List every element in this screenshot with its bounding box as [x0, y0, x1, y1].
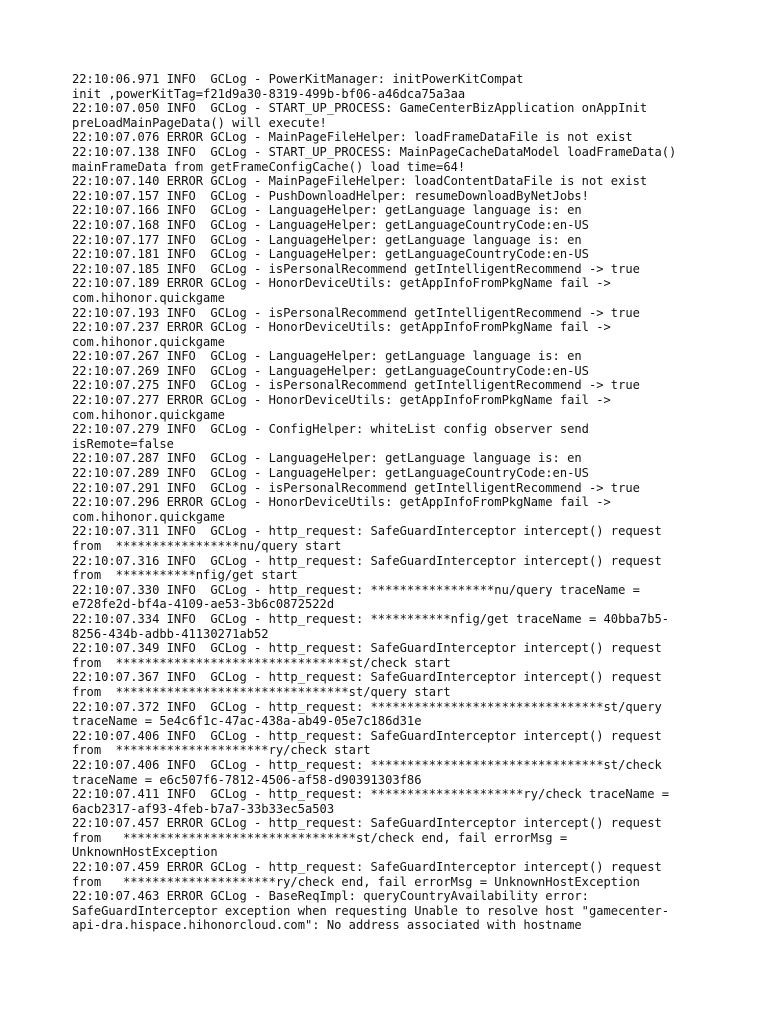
log-line: e728fe2d-bf4a-4109-ae53-3b6c0872522d [72, 597, 335, 612]
log-line: traceName = e6c507f6-7812-4506-af58-d90391303f86 [72, 772, 422, 787]
log-line: UnknownHostException [72, 845, 218, 860]
log-line: 22:10:07.193 INFO GCLog - isPersonalRecommend getIntelligentRecommend -> true [72, 305, 640, 320]
log-line: 22:10:07.372 INFO GCLog - http_request: ********************************st/query [72, 699, 662, 714]
log-line: 22:10:07.157 INFO GCLog - PushDownloadHelper: resumeDownloadByNetJobs! [72, 188, 589, 203]
log-line: 22:10:07.185 INFO GCLog - isPersonalRecommend getIntelligentRecommend -> true [72, 261, 640, 276]
log-line: 22:10:07.367 INFO GCLog - http_request: SafeGuardInterceptor intercept() request [72, 670, 662, 685]
log-line: 22:10:07.277 ERROR GCLog - HonorDeviceUtils: getAppInfoFromPkgName fail -> [72, 393, 611, 408]
log-line: 22:10:07.463 ERROR GCLog - BaseReqImpl: queryCountryAvailability error: [72, 889, 589, 904]
log-line: from ********************************st/query start [72, 684, 451, 699]
log-line: 22:10:07.168 INFO GCLog - LanguageHelper: getLanguageCountryCode:en-US [72, 217, 589, 232]
log-line: com.hihonor.quickgame [72, 334, 225, 349]
log-line: 22:10:07.267 INFO GCLog - LanguageHelper: getLanguage language is: en [72, 349, 582, 364]
log-line: api-dra.hispace.hihonorcloud.com": No address associated with hostname [72, 918, 582, 933]
log-line: preLoadMainPageData() will execute! [72, 115, 327, 130]
log-line: 22:10:07.459 ERROR GCLog - http_request: SafeGuardInterceptor intercept() request [72, 860, 662, 875]
log-line: 22:10:07.411 INFO GCLog - http_request: *********************ry/check traceName = [72, 787, 670, 802]
log-line: 22:10:07.287 INFO GCLog - LanguageHelper: getLanguage language is: en [72, 451, 582, 466]
log-line: 22:10:07.076 ERROR GCLog - MainPageFileHelper: loadFrameDataFile is not exist [72, 130, 633, 145]
log-line: com.hihonor.quickgame [72, 509, 225, 524]
log-line: 22:10:07.349 INFO GCLog - http_request: SafeGuardInterceptor intercept() request [72, 641, 662, 656]
log-line: 22:10:07.166 INFO GCLog - LanguageHelper: getLanguage language is: en [72, 203, 582, 218]
log-line: 22:10:07.140 ERROR GCLog - MainPageFileHelper: loadContentDataFile is not exist [72, 174, 648, 189]
log-line: from ********************************st/check start [72, 655, 451, 670]
log-line: 22:10:07.275 INFO GCLog - isPersonalRecommend getIntelligentRecommend -> true [72, 378, 640, 393]
log-line: 22:10:07.311 INFO GCLog - http_request: SafeGuardInterceptor intercept() request [72, 524, 662, 539]
log-line: 22:10:07.189 ERROR GCLog - HonorDeviceUtils: getAppInfoFromPkgName fail -> [72, 276, 611, 291]
log-line: traceName = 5e4c6f1c-47ac-438a-ab49-05e7c186d31e [72, 714, 422, 729]
log-line: 22:10:07.296 ERROR GCLog - HonorDeviceUtils: getAppInfoFromPkgName fail -> [72, 495, 611, 510]
log-line: from *****************nu/query start [72, 539, 342, 553]
log-line: 22:10:07.316 INFO GCLog - http_request: SafeGuardInterceptor intercept() request [72, 553, 662, 568]
log-line: 22:10:07.177 INFO GCLog - LanguageHelper: getLanguage language is: en [72, 232, 582, 247]
log-line: 22:10:07.138 INFO GCLog - START_UP_PROCESS: MainPageCacheDataModel loadFrameData() [72, 144, 677, 159]
log-line: mainFrameData from getFrameConfigCache() load time=64! [72, 159, 466, 174]
log-line: 6acb2317-af93-4feb-b7a7-33b33ec5a503 [72, 801, 335, 816]
log-line: 22:10:07.269 INFO GCLog - LanguageHelper: getLanguageCountryCode:en-US [72, 363, 589, 378]
log-line: 8256-434b-adbb-41130271ab52 [72, 626, 269, 641]
log-line: 22:10:07.279 INFO GCLog - ConfigHelper: whiteList config observer send [72, 422, 589, 437]
log-line: 22:10:07.237 ERROR GCLog - HonorDeviceUtils: getAppInfoFromPkgName fail -> [72, 320, 611, 335]
log-line: from *********************ry/check end, fail errorMsg = UnknownHostException [72, 874, 640, 889]
log-line: 22:10:07.289 INFO GCLog - LanguageHelper: getLanguageCountryCode:en-US [72, 466, 589, 481]
log-line: 22:10:07.457 ERROR GCLog - http_request: SafeGuardInterceptor intercept() request [72, 816, 662, 831]
log-line: isRemote=false [72, 436, 174, 451]
log-line: from *********************ry/check start [72, 743, 371, 758]
log-line: 22:10:07.330 INFO GCLog - http_request: *****************nu/query traceName = [72, 582, 640, 597]
log-line: 22:10:07.406 INFO GCLog - http_request: ********************************st/check [72, 757, 662, 772]
log-line: from ********************************st/check end, fail errorMsg = [72, 830, 568, 845]
log-line: com.hihonor.quickgame [72, 407, 225, 422]
log-line: com.hihonor.quickgame [72, 290, 225, 305]
log-line: init ,powerKitTag=f21d9a30-8319-499b-bf06-a46dca75a3aa [72, 86, 466, 101]
log-text-document [72, 72, 712, 933]
log-line: 22:10:06.971 INFO GCLog - PowerKitManager: initPowerKitCompat [72, 72, 524, 86]
log-line: 22:10:07.334 INFO GCLog - http_request: ***********nfig/get traceName = 40bba7b5- [72, 611, 670, 626]
log-line: 22:10:07.050 INFO GCLog - START_UP_PROCESS: GameCenterBizApplication onAppInit [72, 101, 648, 116]
log-line: from ***********nfig/get start [72, 568, 298, 583]
log-line: 22:10:07.406 INFO GCLog - http_request: SafeGuardInterceptor intercept() request [72, 728, 662, 743]
log-line: 22:10:07.291 INFO GCLog - isPersonalRecommend getIntelligentRecommend -> true [72, 480, 640, 495]
log-line: SafeGuardInterceptor exception when requesting Unable to resolve host "gamecenter- [72, 903, 670, 918]
log-line: 22:10:07.181 INFO GCLog - LanguageHelper: getLanguageCountryCode:en-US [72, 247, 589, 262]
